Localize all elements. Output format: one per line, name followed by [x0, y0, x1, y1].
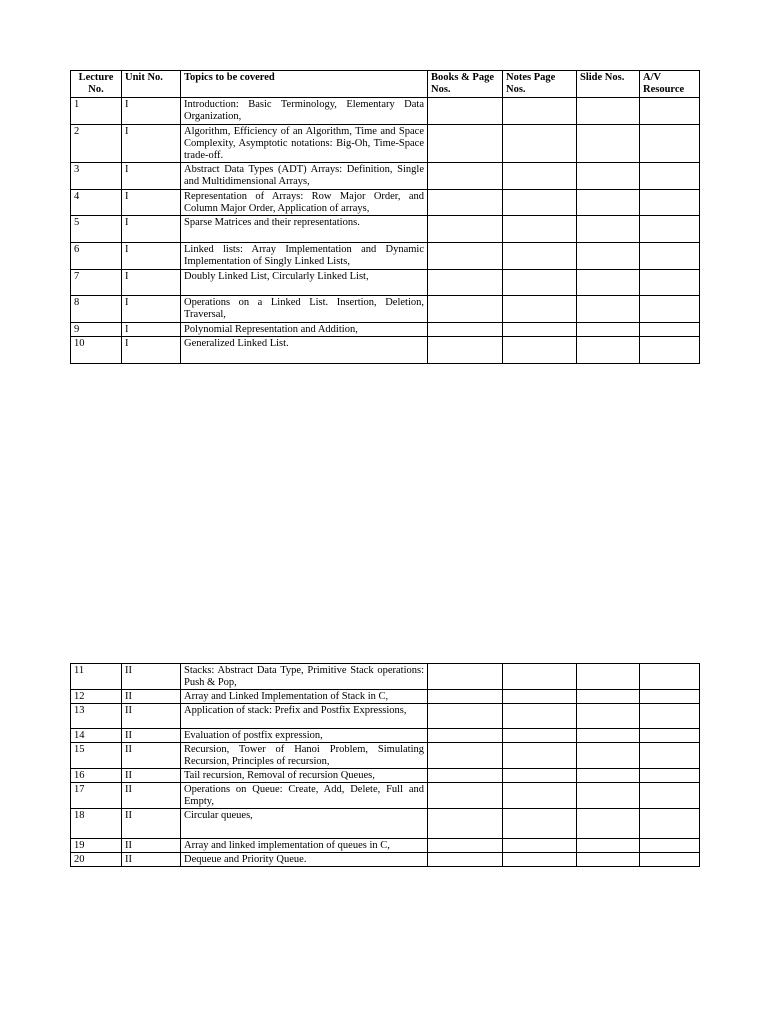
notes-cell: [503, 783, 577, 809]
av-cell: [640, 729, 700, 743]
lecture-no: 5: [71, 216, 122, 243]
unit-no: II: [122, 704, 181, 729]
topic: Tail recursion, Removal of recursion Queues,: [181, 769, 428, 783]
header-lecture-no: Lecture No.: [71, 71, 122, 98]
slides-cell: [577, 216, 640, 243]
notes-cell: [503, 743, 577, 769]
lecture-no: 15: [71, 743, 122, 769]
table-row: [71, 853, 700, 867]
table-row: [71, 337, 700, 364]
table-row: [71, 743, 700, 769]
books-cell: [428, 839, 503, 853]
slides-cell: [577, 809, 640, 839]
unit-no: I: [122, 163, 181, 190]
notes-cell: [503, 125, 577, 163]
slides-cell: [577, 270, 640, 296]
slides-cell: [577, 163, 640, 190]
slides-cell: [577, 125, 640, 163]
av-cell: [640, 690, 700, 704]
av-cell: [640, 704, 700, 729]
table-row: [71, 809, 700, 839]
unit-no: II: [122, 853, 181, 867]
topic: Array and linked implementation of queues in C,: [181, 839, 428, 853]
unit-no: II: [122, 769, 181, 783]
topic: Doubly Linked List, Circularly Linked List,: [181, 270, 428, 296]
table-row: [71, 729, 700, 743]
slides-cell: [577, 783, 640, 809]
topic: Recursion, Tower of Hanoi Problem, Simulating Recursion, Principles of recursion,: [181, 743, 428, 769]
lecture-no: 19: [71, 839, 122, 853]
unit-no: II: [122, 809, 181, 839]
unit-no: II: [122, 839, 181, 853]
table-row: [71, 243, 700, 270]
notes-cell: [503, 323, 577, 337]
topic: Generalized Linked List.: [181, 337, 428, 364]
lecture-no: 10: [71, 337, 122, 364]
lecture-no: 14: [71, 729, 122, 743]
slides-cell: [577, 190, 640, 216]
notes-cell: [503, 163, 577, 190]
unit-no: II: [122, 729, 181, 743]
lecture-no: 18: [71, 809, 122, 839]
av-cell: [640, 853, 700, 867]
books-cell: [428, 243, 503, 270]
books-cell: [428, 729, 503, 743]
table-row: [71, 216, 700, 243]
unit-no: I: [122, 243, 181, 270]
topic: Abstract Data Types (ADT) Arrays: Definition, Single and Multidimensional Arrays,: [181, 163, 428, 190]
slides-cell: [577, 839, 640, 853]
lecture-no: 20: [71, 853, 122, 867]
av-cell: [640, 163, 700, 190]
table-row: [71, 839, 700, 853]
lecture-no: 13: [71, 704, 122, 729]
unit-no: I: [122, 98, 181, 125]
av-cell: [640, 839, 700, 853]
table-row: [71, 783, 700, 809]
table-row: [71, 98, 700, 125]
slides-cell: [577, 704, 640, 729]
slides-cell: [577, 337, 640, 364]
slides-cell: [577, 243, 640, 270]
av-cell: [640, 783, 700, 809]
books-cell: [428, 853, 503, 867]
av-cell: [640, 664, 700, 690]
slides-cell: [577, 690, 640, 704]
unit-no: II: [122, 783, 181, 809]
unit-no: I: [122, 270, 181, 296]
topic: Polynomial Representation and Addition,: [181, 323, 428, 337]
unit-no: I: [122, 190, 181, 216]
slides-cell: [577, 296, 640, 323]
books-cell: [428, 216, 503, 243]
notes-cell: [503, 98, 577, 125]
books-cell: [428, 743, 503, 769]
av-cell: [640, 323, 700, 337]
books-cell: [428, 690, 503, 704]
topic: Sparse Matrices and their representations.: [181, 216, 428, 243]
header-slide-nos: Slide Nos.: [577, 71, 640, 98]
notes-cell: [503, 664, 577, 690]
notes-cell: [503, 809, 577, 839]
topic: Evaluation of postfix expression,: [181, 729, 428, 743]
av-cell: [640, 809, 700, 839]
av-cell: [640, 98, 700, 125]
slides-cell: [577, 664, 640, 690]
unit-no: II: [122, 743, 181, 769]
unit-no: I: [122, 337, 181, 364]
av-cell: [640, 743, 700, 769]
lecture-no: 1: [71, 98, 122, 125]
table-row: [71, 190, 700, 216]
av-cell: [640, 190, 700, 216]
notes-cell: [503, 853, 577, 867]
books-cell: [428, 809, 503, 839]
slides-cell: [577, 98, 640, 125]
slides-cell: [577, 853, 640, 867]
books-cell: [428, 664, 503, 690]
av-cell: [640, 216, 700, 243]
books-cell: [428, 125, 503, 163]
notes-cell: [503, 243, 577, 270]
slides-cell: [577, 323, 640, 337]
notes-cell: [503, 690, 577, 704]
books-cell: [428, 190, 503, 216]
topic: Application of stack: Prefix and Postfix Expressions,: [181, 704, 428, 729]
table-row: [71, 769, 700, 783]
books-cell: [428, 323, 503, 337]
topic: Operations on Queue: Create, Add, Delete, Full and Empty,: [181, 783, 428, 809]
books-cell: [428, 296, 503, 323]
topic: Array and Linked Implementation of Stack in C,: [181, 690, 428, 704]
unit-no: I: [122, 323, 181, 337]
lecture-no: 16: [71, 769, 122, 783]
lecture-no: 7: [71, 270, 122, 296]
table-header-row: [71, 71, 700, 98]
table-row: [71, 323, 700, 337]
header-notes-page-nos: Notes Page Nos.: [503, 71, 577, 98]
header-topics: Topics to be covered: [181, 71, 428, 98]
table-row: [71, 664, 700, 690]
av-cell: [640, 270, 700, 296]
table-row: [71, 270, 700, 296]
topic: Circular queues,: [181, 809, 428, 839]
notes-cell: [503, 839, 577, 853]
books-cell: [428, 769, 503, 783]
lecture-no: 11: [71, 664, 122, 690]
av-cell: [640, 769, 700, 783]
lecture-no: 6: [71, 243, 122, 270]
lecture-no: 9: [71, 323, 122, 337]
notes-cell: [503, 729, 577, 743]
unit-no: I: [122, 125, 181, 163]
header-unit-no: Unit No.: [122, 71, 181, 98]
topic: Linked lists: Array Implementation and Dynamic Implementation of Singly Linked Lists,: [181, 243, 428, 270]
books-cell: [428, 270, 503, 296]
av-cell: [640, 296, 700, 323]
notes-cell: [503, 190, 577, 216]
books-cell: [428, 98, 503, 125]
lecture-no: 3: [71, 163, 122, 190]
notes-cell: [503, 769, 577, 783]
topic: Dequeue and Priority Queue.: [181, 853, 428, 867]
unit-no: II: [122, 690, 181, 704]
topic: Stacks: Abstract Data Type, Primitive Stack operations: Push & Pop,: [181, 664, 428, 690]
books-cell: [428, 783, 503, 809]
table-row: [71, 704, 700, 729]
slides-cell: [577, 729, 640, 743]
table-row: [71, 125, 700, 163]
books-cell: [428, 704, 503, 729]
av-cell: [640, 125, 700, 163]
notes-cell: [503, 337, 577, 364]
books-cell: [428, 163, 503, 190]
lecture-no: 8: [71, 296, 122, 323]
notes-cell: [503, 704, 577, 729]
notes-cell: [503, 270, 577, 296]
lecture-no: 2: [71, 125, 122, 163]
topic: Introduction: Basic Terminology, Elementary Data Organization,: [181, 98, 428, 125]
av-cell: [640, 337, 700, 364]
slides-cell: [577, 769, 640, 783]
lecture-no: 4: [71, 190, 122, 216]
books-cell: [428, 337, 503, 364]
topic: Representation of Arrays: Row Major Order, and Column Major Order, Application of arrays,: [181, 190, 428, 216]
notes-cell: [503, 296, 577, 323]
topic: Operations on a Linked List. Insertion, Deletion, Traversal,: [181, 296, 428, 323]
table-row: [71, 690, 700, 704]
lecture-plan-table-unit-1: [70, 70, 700, 364]
lecture-no: 17: [71, 783, 122, 809]
header-av-resource: A/V Resource: [640, 71, 700, 98]
slides-cell: [577, 743, 640, 769]
lecture-no: 12: [71, 690, 122, 704]
lecture-plan-table-unit-2: [70, 663, 700, 867]
unit-no: II: [122, 664, 181, 690]
topic: Algorithm, Efficiency of an Algorithm, Time and Space Complexity, Asymptotic notations: Big-Oh, Time-Space trade-off.: [181, 125, 428, 163]
table-row: [71, 296, 700, 323]
unit-no: I: [122, 296, 181, 323]
notes-cell: [503, 216, 577, 243]
av-cell: [640, 243, 700, 270]
table-row: [71, 163, 700, 190]
unit-no: I: [122, 216, 181, 243]
header-books-page-nos: Books & Page Nos.: [428, 71, 503, 98]
